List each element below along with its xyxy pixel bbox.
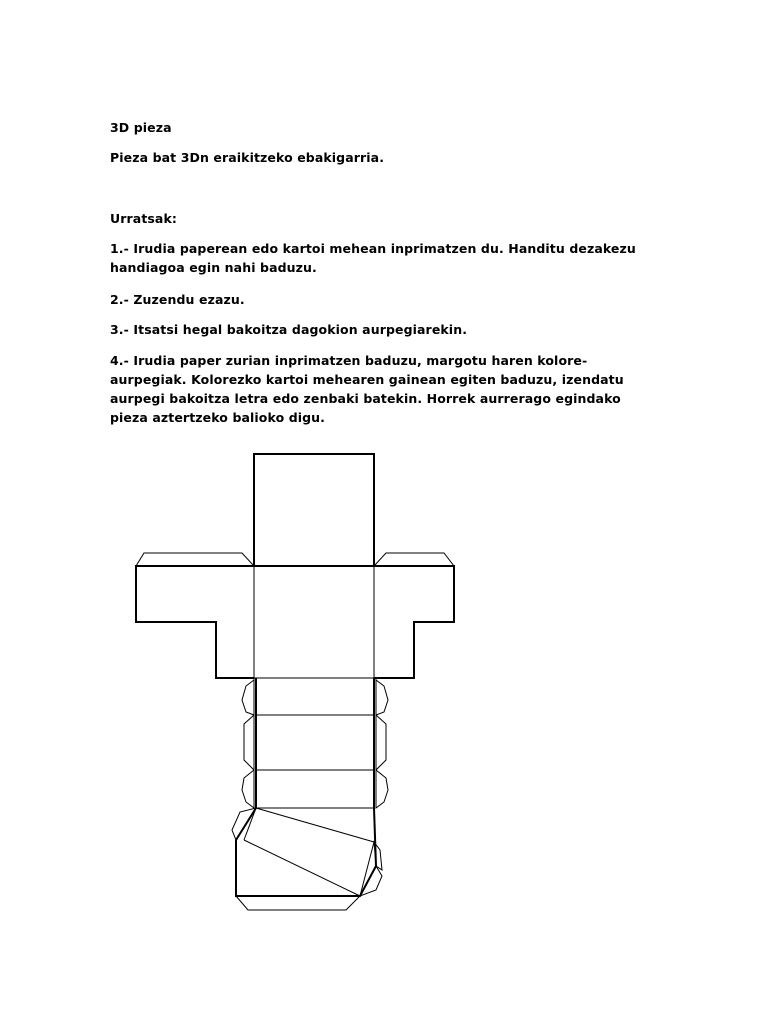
step-4: 4.- Irudia paper zurian inprimatzen baduzu, margotu haren kolore-aurpegiak. Kolorezko kartoi mehearen gainean egiten baduzu, izendatu aurpegi bakoitza letra edo zenbaki batekin. Horrek aurrerago egindako pieza aztertzeko balioko digu.: [110, 353, 624, 425]
net-stem-tab-left-3: [242, 770, 254, 808]
net-base-diagonal-1: [256, 808, 374, 842]
document-subtitle: Pieza bat 3Dn eraikitzeko ebakigarria.: [110, 150, 385, 165]
net-cross-outline: [136, 566, 254, 678]
net-base-outline: [236, 808, 376, 896]
net-stem-tab-left-2: [244, 715, 254, 770]
net-right-tab: [374, 553, 454, 566]
step-3: 3.- Itsatsi hegal bakoitza dagokion aurpegiarekin.: [110, 322, 468, 337]
net-base-diagonal-4: [360, 842, 374, 896]
net-stem-tab-right-2: [376, 715, 386, 770]
net-left-tab: [136, 553, 254, 566]
net-top-face: [254, 454, 374, 566]
net-center-face: [254, 566, 374, 678]
step-2: 2.- Zuzendu ezazu.: [110, 292, 245, 307]
steps-heading: Urratsak:: [110, 211, 177, 226]
step-1: 1.- Irudia paperean edo kartoi mehean inprimatzen du. Handitu dezakezu handiagoa egin nahi baduzu.: [110, 241, 636, 275]
net-cross-outline-right: [374, 566, 454, 678]
document-title: 3D pieza: [110, 120, 172, 135]
net-stem-tab-right-1: [376, 680, 388, 715]
net-stem-tab-right-3: [376, 770, 388, 808]
net-stem-tab-left-1: [242, 680, 254, 715]
net-bottom-tab: [236, 896, 360, 910]
net-base-diagonal-2: [244, 840, 360, 896]
